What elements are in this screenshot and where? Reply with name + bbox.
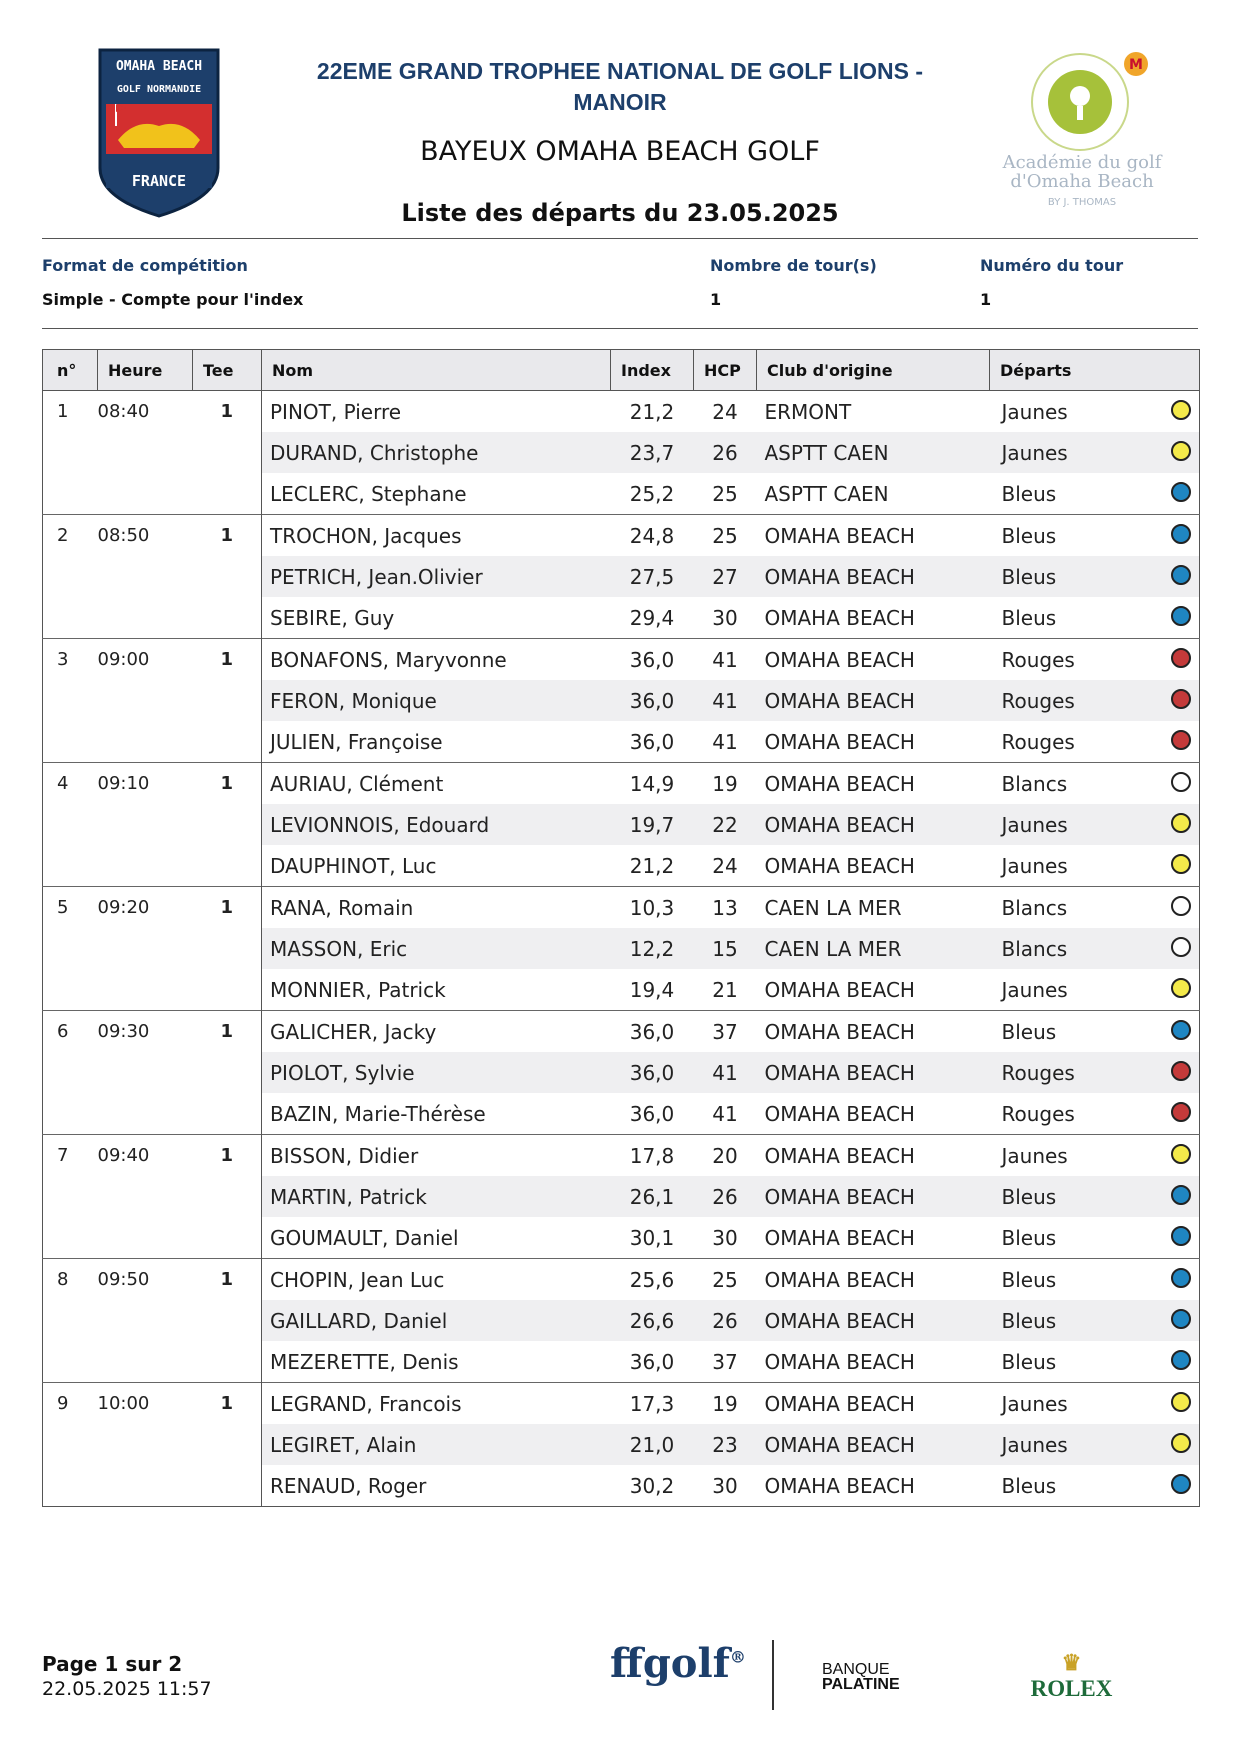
tee-color-label: Bleus [1001,1267,1057,1292]
col-header-name: Nom [262,350,611,391]
player-club: OMAHA BEACH [757,680,990,721]
player-club: OMAHA BEACH [757,1259,990,1301]
crown-icon: ♛ [1061,1650,1082,1675]
player-hcp: 37 [712,1349,738,1374]
player-tee-color [990,1217,1200,1259]
player-club: OMAHA BEACH [757,1011,990,1053]
player-hcp: 26 [694,432,757,473]
player-club: ASPTT CAEN [764,481,889,506]
player-hcp: 25 [694,515,757,557]
tee-color-label: Rouges [1001,1101,1075,1126]
player-hcp: 22 [694,804,757,845]
tee-color-label: Bleus [1001,564,1057,589]
player-club: OMAHA BEACH [757,763,990,805]
svg-text:M: M [1129,57,1143,73]
player-tee-color [990,721,1200,763]
tee-color-label: Blancs [1001,771,1068,796]
event-title: 22EME GRAND TROPHEE NATIONAL DE GOLF LIONS - MANOIR [316,58,924,115]
tee-color-label: Bleus [1001,481,1057,506]
col-header-time: Heure [98,350,193,391]
player-index: 36,0 [611,680,694,721]
player-index: 21,2 [629,853,675,878]
starting-tee: 1 [193,1383,262,1507]
group-number: 5 [43,887,98,1011]
player-tee-color [990,473,1200,515]
player-club: OMAHA BEACH [764,977,915,1002]
col-header-number: n° [43,350,98,391]
player-club: OMAHA BEACH [764,1101,915,1126]
tee-color-dot-icon [1171,565,1191,585]
tee-color-label: Bleus [1001,1225,1057,1250]
player-hcp: 25 [694,1259,757,1301]
player-hcp: 25 [712,481,738,506]
player-club: ASPTT CAEN [757,432,990,473]
player-tee-color [990,515,1200,557]
player-name: SEBIRE, Guy [270,605,395,630]
player-club: OMAHA BEACH [764,1473,915,1498]
table-row [43,639,1200,681]
starting-tee: 1 [193,887,262,1011]
player-club: OMAHA BEACH [757,1052,990,1093]
player-club: OMAHA BEACH [757,515,990,557]
player-name: MASSON, Eric [262,928,611,969]
col-header-club: Club d'origine [757,350,990,391]
player-name: PIOLOT, Sylvie [262,1052,611,1093]
player-index: 36,0 [629,1101,675,1126]
player-club: OMAHA BEACH [757,1176,990,1217]
player-tee-color [990,1383,1200,1425]
player-hcp: 24 [712,853,738,878]
tee-color-dot-icon [1171,1102,1191,1122]
player-tee-color [990,1424,1200,1465]
omaha-beach-crest-logo [96,48,222,218]
starting-tee: 1 [193,1259,262,1383]
col-header-hcp: HCP [694,350,757,391]
player-tee-color [990,1465,1200,1507]
format-value: Simple - Compte pour l'index [42,290,304,309]
banque-line1: BANQUE [822,1661,890,1678]
player-index: 21,2 [611,391,694,433]
table-row [43,515,1200,557]
tee-color-label: Bleus [1001,1184,1057,1209]
player-hcp: 30 [712,1473,738,1498]
tee-color-dot-icon [1171,813,1191,833]
tee-color-dot-icon [1171,1474,1191,1494]
banque-line2: PALATINE [822,1676,900,1693]
academie-golf-logo [1000,50,1170,220]
course-name: BAYEUX OMAHA BEACH GOLF [420,136,820,167]
player-hcp: 41 [712,729,738,754]
tee-color-dot-icon [1171,1061,1191,1081]
player-name: JULIEN, Françoise [270,729,443,754]
col-header-tee: Tee [193,350,262,391]
col-header-departs: Départs [990,350,1200,391]
tee-color-dot-icon [1171,482,1191,502]
tee-color-label: Jaunes [1001,1391,1068,1416]
player-index: 29,4 [629,605,675,630]
group-number: 3 [43,639,98,763]
starting-tee: 1 [193,391,262,515]
tee-color-label: Bleus [1001,1473,1057,1498]
player-hcp: 24 [694,391,757,433]
player-tee-color [990,1300,1200,1341]
player-name: DURAND, Christophe [262,432,611,473]
starting-tee: 1 [193,515,262,639]
player-name: DAUPHINOT, Luc [270,853,437,878]
player-hcp: 21 [712,977,738,1002]
divider [42,328,1198,329]
rounds-label: Nombre de tour(s) [710,256,877,275]
tee-color-dot-icon [1171,896,1191,916]
player-index: 24,8 [611,515,694,557]
player-tee-color [990,804,1200,845]
player-name: MONNIER, Patrick [270,977,446,1002]
player-index: 12,2 [611,928,694,969]
tee-color-label: Bleus [1001,605,1057,630]
player-club: OMAHA BEACH [757,804,990,845]
tee-color-label: Rouges [1001,647,1075,672]
player-club: OMAHA BEACH [764,1225,915,1250]
player-name: CHOPIN, Jean Luc [262,1259,611,1301]
player-name: MEZERETTE, Denis [270,1349,459,1374]
player-club: OMAHA BEACH [757,639,990,681]
tee-color-dot-icon [1171,1185,1191,1205]
player-index: 14,9 [611,763,694,805]
academie-line2: d'Omaha Beach [1010,171,1154,192]
crest-line2: GOLF NORMANDIE [116,84,202,95]
player-name: FERON, Monique [262,680,611,721]
tee-time: 08:40 [98,391,193,515]
tee-time: 09:20 [98,887,193,1011]
player-index: 25,2 [629,481,675,506]
tee-color-label: Rouges [1001,729,1075,754]
starting-tee: 1 [193,1135,262,1259]
tee-time: 09:50 [98,1259,193,1383]
player-tee-color [990,1259,1200,1301]
player-hcp: 13 [694,887,757,929]
player-index: 17,3 [611,1383,694,1425]
rolex-logo [1024,1650,1119,1702]
player-index: 26,1 [611,1176,694,1217]
player-name: TROCHON, Jacques [262,515,611,557]
player-club: OMAHA BEACH [764,605,915,630]
player-tee-color [990,432,1200,473]
tee-time: 09:10 [98,763,193,887]
player-tee-color [990,928,1200,969]
table-row [43,391,1200,433]
tee-color-dot-icon [1171,689,1191,709]
rounds-value: 1 [710,290,722,309]
player-index: 26,6 [611,1300,694,1341]
player-index: 19,4 [629,977,675,1002]
tee-time: 09:00 [98,639,193,763]
tee-color-label: Jaunes [1001,440,1068,465]
format-label: Format de compétition [42,256,248,275]
round-number-label: Numéro du tour [980,256,1124,275]
tee-time: 10:00 [98,1383,193,1507]
player-name: LEGRAND, Francois [262,1383,611,1425]
group-number: 9 [43,1383,98,1507]
player-club: OMAHA BEACH [764,1349,915,1374]
list-title: Liste des départs du 23.05.2025 [401,199,839,227]
tee-color-label: Blancs [1001,895,1068,920]
player-tee-color [990,1176,1200,1217]
tee-color-dot-icon [1171,1268,1191,1288]
tee-color-label: Jaunes [1001,1143,1068,1168]
player-index: 23,7 [611,432,694,473]
player-tee-color [990,1341,1200,1383]
sponsor-divider [772,1640,774,1710]
player-hcp: 41 [694,639,757,681]
player-index: 30,1 [629,1225,675,1250]
tee-color-label: Blancs [1001,936,1068,961]
tee-color-label: Jaunes [1001,977,1068,1002]
player-tee-color [990,639,1200,681]
player-hcp: 41 [712,1101,738,1126]
player-tee-color [990,1011,1200,1053]
player-name: RENAUD, Roger [270,1473,427,1498]
player-club: OMAHA BEACH [764,729,915,754]
player-name: AURIAU, Clément [262,763,611,805]
starting-tee: 1 [193,1011,262,1135]
crest-country: FRANCE [131,172,187,190]
tee-color-label: Jaunes [1001,399,1068,424]
player-hcp: 30 [712,605,738,630]
player-name: BISSON, Didier [262,1135,611,1177]
player-index: 27,5 [611,556,694,597]
player-name: MARTIN, Patrick [262,1176,611,1217]
player-index: 36,0 [611,1011,694,1053]
player-club: OMAHA BEACH [757,1424,990,1465]
player-name: LEVIONNOIS, Edouard [262,804,611,845]
player-name: RANA, Romain [262,887,611,929]
tee-color-dot-icon [1171,978,1191,998]
tee-color-dot-icon [1171,1020,1191,1040]
player-hcp: 19 [694,1383,757,1425]
starting-tee: 1 [193,639,262,763]
tee-color-label: Bleus [1001,523,1057,548]
tee-color-dot-icon [1171,1226,1191,1246]
player-index: 36,0 [629,1349,675,1374]
group-number: 2 [43,515,98,639]
player-tee-color [990,680,1200,721]
player-club: ERMONT [757,391,990,433]
player-name: PINOT, Pierre [262,391,611,433]
player-tee-color [990,763,1200,805]
table-row [43,1383,1200,1425]
player-hcp: 19 [694,763,757,805]
player-hcp: 37 [694,1011,757,1053]
tee-color-label: Jaunes [1001,812,1068,837]
group-number: 7 [43,1135,98,1259]
player-club: OMAHA BEACH [757,1135,990,1177]
academie-line1: Académie du golf [1002,152,1162,173]
tee-color-dot-icon [1171,1392,1191,1412]
tee-color-label: Jaunes [1001,853,1068,878]
table-row [43,1135,1200,1177]
group-number: 4 [43,763,98,887]
player-index: 36,0 [611,1052,694,1093]
player-name: GOUMAULT, Daniel [270,1225,459,1250]
player-hcp: 26 [694,1176,757,1217]
player-name: GAILLARD, Daniel [262,1300,611,1341]
divider [42,238,1198,239]
player-tee-color [990,887,1200,929]
tee-time: 08:50 [98,515,193,639]
tee-color-label: Bleus [1001,1019,1057,1044]
tee-color-label: Bleus [1001,1308,1057,1333]
player-name: BAZIN, Marie-Thérèse [270,1101,486,1126]
tee-color-dot-icon [1171,1144,1191,1164]
round-number-value: 1 [980,290,992,309]
ffgolf-logo: ffgolf® [610,1640,746,1687]
ffgolf-text: ffgolf [610,1640,730,1687]
tee-color-dot-icon [1171,854,1191,874]
banque-palatine-logo [822,1662,900,1692]
player-index: 17,8 [611,1135,694,1177]
player-hcp: 26 [694,1300,757,1341]
crest-line1: OMAHA BEACH [115,59,203,74]
table-row [43,763,1200,805]
rolex-text: ROLEX [1030,1676,1113,1701]
player-tee-color [990,845,1200,887]
tee-color-dot-icon [1171,648,1191,668]
table-header-row [43,350,1200,391]
tee-color-label: Bleus [1001,1349,1057,1374]
tee-color-dot-icon [1171,400,1191,420]
print-timestamp: 22.05.2025 11:57 [42,1678,212,1700]
page-number: Page 1 sur 2 [42,1652,183,1676]
tee-color-label: Rouges [1001,1060,1075,1085]
col-header-index: Index [611,350,694,391]
tee-time: 09:30 [98,1011,193,1135]
player-club: OMAHA BEACH [757,1383,990,1425]
group-number: 1 [43,391,98,515]
player-club: CAEN LA MER [757,928,990,969]
group-number: 6 [43,1011,98,1135]
player-name: PETRICH, Jean.Olivier [262,556,611,597]
player-index: 30,2 [629,1473,675,1498]
player-index: 36,0 [629,729,675,754]
player-index: 19,7 [611,804,694,845]
player-index: 25,6 [611,1259,694,1301]
player-hcp: 30 [712,1225,738,1250]
table-row [43,1011,1200,1053]
player-name: LEGIRET, Alain [262,1424,611,1465]
tee-color-dot-icon [1171,937,1191,957]
player-name: GALICHER, Jacky [262,1011,611,1053]
tee-color-dot-icon [1171,1433,1191,1453]
start-list-body [43,391,1200,1507]
player-tee-color [990,969,1200,1011]
table-row [43,1259,1200,1301]
tee-color-dot-icon [1171,524,1191,544]
player-tee-color [990,597,1200,639]
player-hcp: 41 [694,1052,757,1093]
player-club: OMAHA BEACH [764,853,915,878]
tee-color-dot-icon [1171,1309,1191,1329]
tee-color-label: Jaunes [1001,1432,1068,1457]
player-index: 36,0 [611,639,694,681]
player-index: 10,3 [611,887,694,929]
tee-color-dot-icon [1171,772,1191,792]
player-club: OMAHA BEACH [757,556,990,597]
player-name: BONAFONS, Maryvonne [262,639,611,681]
tee-color-dot-icon [1171,606,1191,626]
player-tee-color [990,1135,1200,1177]
group-number: 8 [43,1259,98,1383]
player-tee-color [990,391,1200,433]
tee-color-dot-icon [1171,441,1191,461]
player-club: CAEN LA MER [757,887,990,929]
tee-color-label: Rouges [1001,688,1075,713]
player-hcp: 20 [694,1135,757,1177]
start-list-table [42,349,1200,1507]
player-club: OMAHA BEACH [757,1300,990,1341]
player-index: 21,0 [611,1424,694,1465]
starting-tee: 1 [193,763,262,887]
player-name: LECLERC, Stephane [270,481,467,506]
table-row [43,887,1200,929]
tee-time: 09:40 [98,1135,193,1259]
player-tee-color [990,556,1200,597]
player-hcp: 41 [694,680,757,721]
player-tee-color [990,1093,1200,1135]
tee-color-dot-icon [1171,730,1191,750]
player-hcp: 27 [694,556,757,597]
player-hcp: 23 [694,1424,757,1465]
tee-color-dot-icon [1171,1350,1191,1370]
player-hcp: 15 [694,928,757,969]
academie-line3: BY J. THOMAS [1047,197,1117,208]
player-tee-color [990,1052,1200,1093]
